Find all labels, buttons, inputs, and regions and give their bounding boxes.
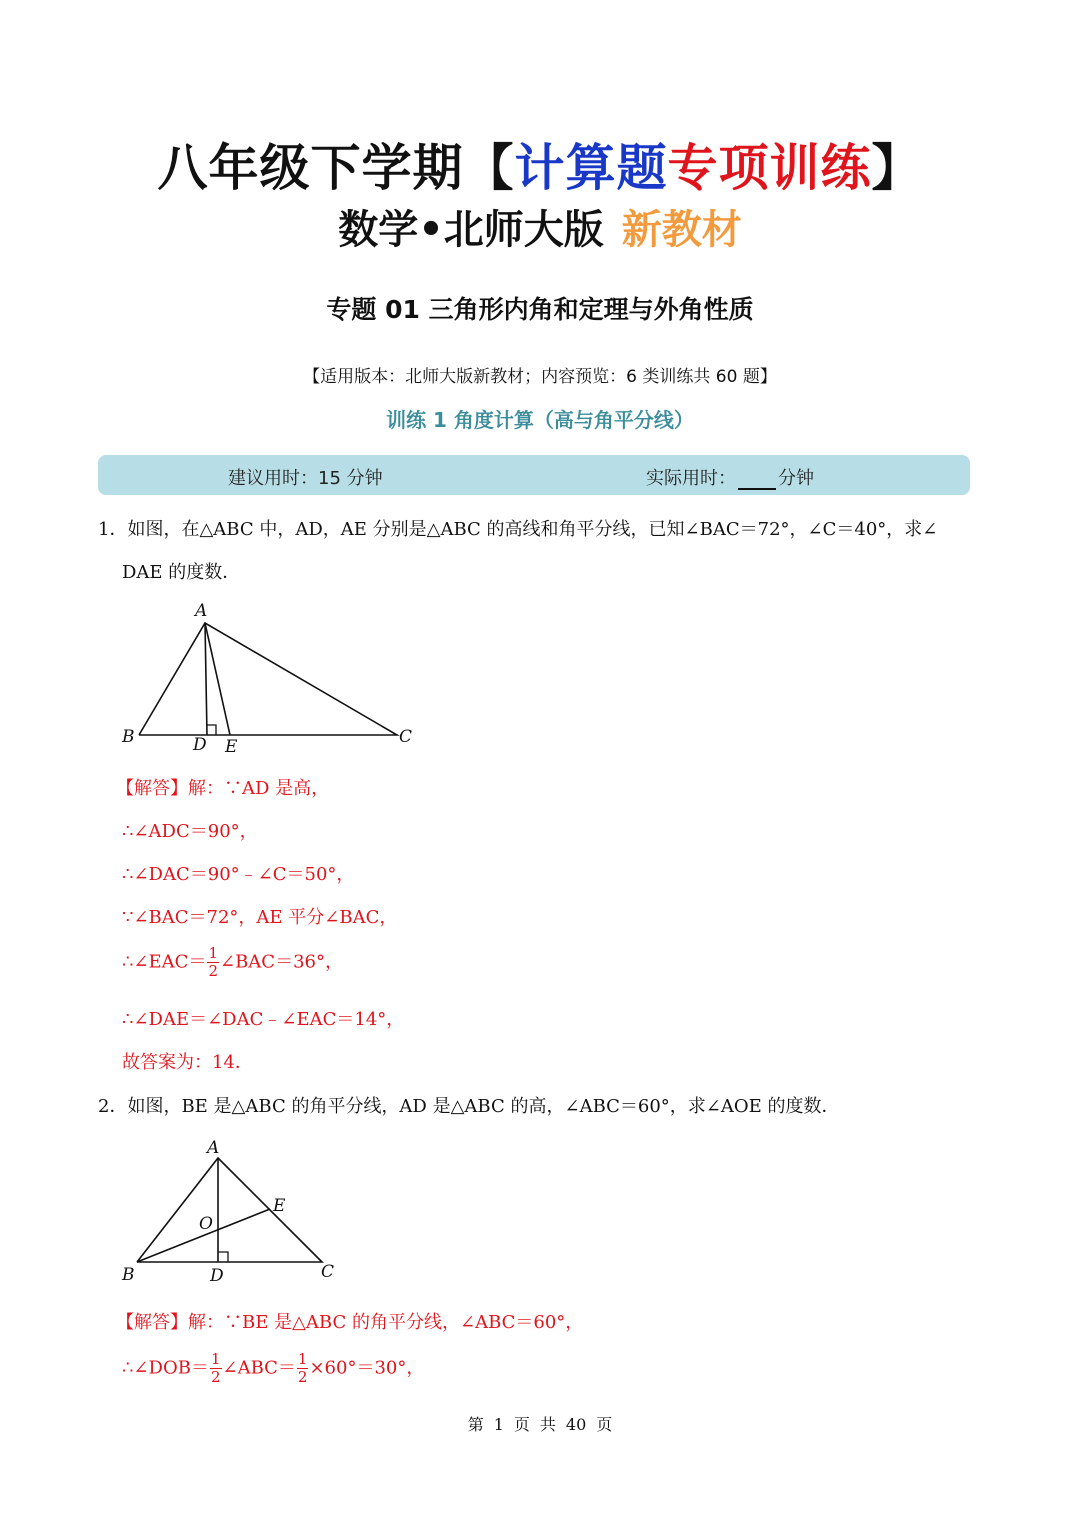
q2-triangle-abc bbox=[137, 1158, 322, 1262]
q2-label-e: E bbox=[273, 1196, 286, 1216]
q2-answer-tag: 【解答】 bbox=[116, 1312, 188, 1333]
q2-triangle-figure bbox=[110, 1132, 350, 1287]
subtitle bbox=[0, 198, 1080, 255]
q2-label-o: O bbox=[199, 1214, 213, 1234]
q2-answer-line2 bbox=[122, 1352, 424, 1385]
q1-answer-line2: ∴∠ADC＝90°， bbox=[122, 821, 258, 842]
q1-triangle-abc bbox=[139, 623, 397, 735]
title-part1: 八年级下学期【 bbox=[157, 139, 515, 197]
q1-label-b: B bbox=[122, 727, 135, 747]
page-footer bbox=[0, 1412, 1080, 1435]
actual-time bbox=[646, 464, 814, 490]
q1-answer-line7: 故答案为：14． bbox=[122, 1052, 253, 1073]
q2-frac1-den: 2 bbox=[210, 1368, 221, 1386]
q2-label-a: A bbox=[207, 1138, 220, 1158]
q2-right-angle-mark bbox=[218, 1252, 228, 1262]
q2-answer-line1 bbox=[116, 1308, 583, 1334]
q2-answer-line2-mid: ∠ABC＝ bbox=[222, 1357, 296, 1379]
q1-answer-line3: ∴∠DAC＝90°﹣∠C＝50°， bbox=[122, 864, 355, 885]
q1-half-fraction bbox=[207, 946, 219, 979]
q1-frac-den: 2 bbox=[208, 962, 218, 980]
q2-frac2-num: 1 bbox=[297, 1350, 308, 1368]
q2-frac1-num: 1 bbox=[210, 1350, 221, 1368]
q1-label-a: A bbox=[195, 601, 208, 621]
footer-p3: 共 bbox=[539, 1415, 556, 1434]
suggested-time: 建议用时：15 分钟 bbox=[228, 468, 383, 489]
footer-p2: 页 bbox=[513, 1415, 530, 1434]
training-heading: 训练 1 角度计算（高与角平分线） bbox=[386, 408, 694, 432]
q1-right-angle-mark bbox=[207, 725, 216, 735]
main-title bbox=[0, 128, 1080, 200]
q1-answer-tag: 【解答】 bbox=[116, 778, 188, 799]
q2-answer-line2-post: ×60°＝30°， bbox=[309, 1357, 425, 1379]
footer-p4: 页 bbox=[596, 1415, 613, 1434]
actual-time-label: 实际用时： bbox=[646, 468, 736, 489]
q1-line2: DAE 的度数． bbox=[122, 562, 241, 583]
q1-answer-line5-pre: ∴∠EAC＝ bbox=[122, 951, 207, 973]
q2-frac2-den: 2 bbox=[297, 1368, 308, 1386]
q2-answer-line2-pre: ∴∠DOB＝ bbox=[122, 1357, 209, 1379]
title-part3: 专项训练 bbox=[667, 139, 872, 197]
q1-label-d: D bbox=[193, 735, 207, 755]
title-part4: 】 bbox=[871, 139, 923, 197]
q1-label-e: E bbox=[225, 737, 238, 757]
footer-page-number: 1 bbox=[493, 1415, 504, 1434]
q1-answer-line5-post: ∠BAC＝36°， bbox=[220, 951, 343, 973]
q1-triangle-figure bbox=[110, 595, 430, 760]
footer-p1: 第 bbox=[467, 1415, 484, 1434]
title-part2: 计算题 bbox=[514, 139, 668, 197]
time-bar bbox=[98, 455, 970, 495]
q1-answer-line5 bbox=[122, 946, 343, 979]
q1-frac-num: 1 bbox=[208, 944, 218, 962]
q1-answer-line4: ∵∠BAC＝72°，AE 平分∠BAC， bbox=[122, 907, 398, 928]
q1-line1: 1．如图，在△ABC 中，AD，AE 分别是△ABC 的高线和角平分线，已知∠BAC＝72°，∠C＝40°，求∠ bbox=[98, 519, 938, 540]
q1-label-c: C bbox=[399, 727, 413, 747]
q2-label-b: B bbox=[122, 1265, 135, 1285]
q1-answer-line1 bbox=[116, 774, 329, 800]
subtitle-tag: 新教材 bbox=[621, 207, 742, 253]
q2-line1: 2．如图，BE 是△ABC 的角平分线，AD 是△ABC 的高，∠ABC＝60°，求∠AOE 的度数． bbox=[98, 1096, 840, 1117]
actual-time-unit: 分钟 bbox=[778, 468, 814, 489]
topic-heading: 专题 01 三角形内角和定理与外角性质 bbox=[326, 295, 754, 324]
q2-half-fraction-1 bbox=[210, 1352, 222, 1385]
q1-altitude-ad bbox=[205, 623, 207, 735]
q1-answer-line6: ∴∠DAE＝∠DAC﹣∠EAC＝14°， bbox=[122, 1009, 405, 1030]
subtitle-main: 数学•北师大版 bbox=[338, 207, 604, 253]
footer-total-pages: 40 bbox=[565, 1415, 587, 1434]
q2-half-fraction-2 bbox=[297, 1352, 309, 1385]
actual-time-blank bbox=[738, 470, 776, 490]
q2-label-d: D bbox=[210, 1266, 224, 1286]
q1-answer-line1-text: 解：∵AD 是高， bbox=[188, 778, 330, 799]
q2-label-c: C bbox=[321, 1262, 335, 1282]
q1-bisector-ae bbox=[205, 623, 230, 735]
version-meta: 【适用版本：北师大版新教材；内容预览：6 类训练共 60 题】 bbox=[303, 367, 777, 387]
q2-answer-line1-text: 解：∵BE 是△ABC 的角平分线，∠ABC＝60°， bbox=[188, 1312, 584, 1333]
